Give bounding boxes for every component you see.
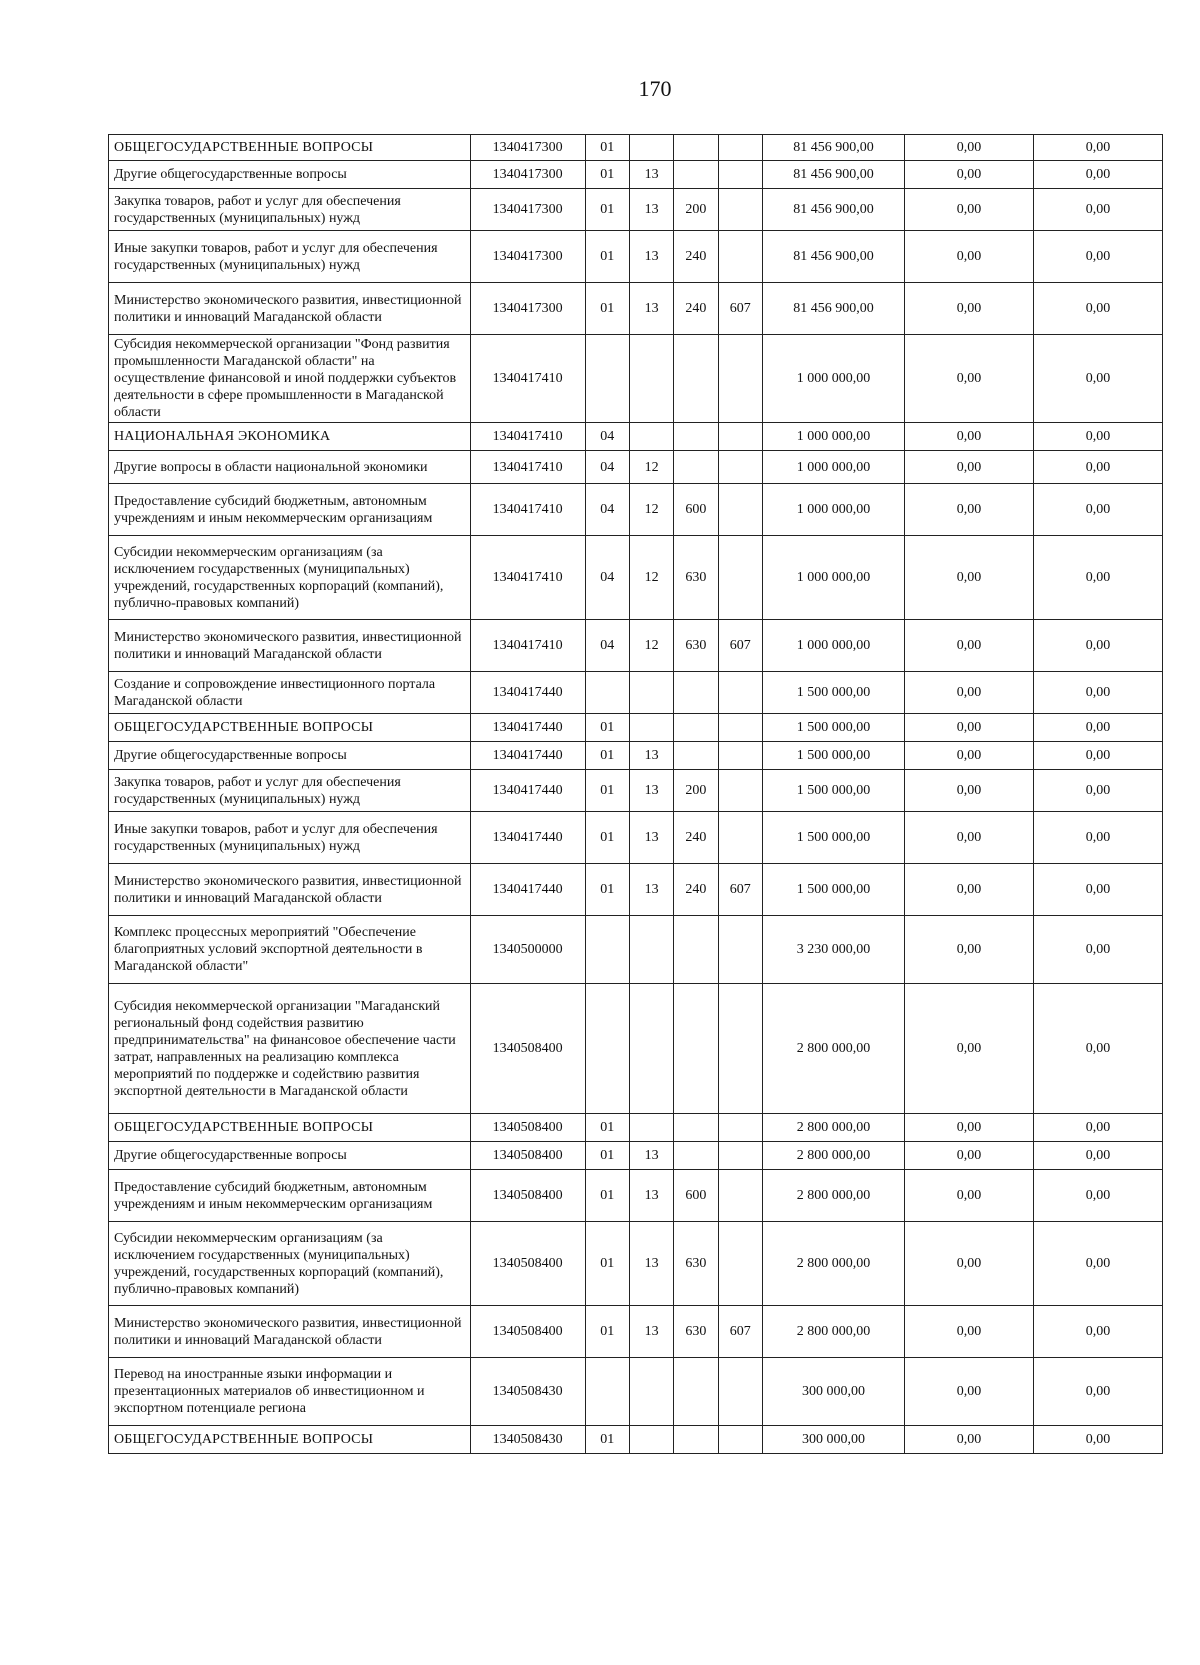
table-row xyxy=(109,1170,1163,1222)
table-row xyxy=(109,742,1163,770)
row-name-cell: Иные закупки товаров, работ и услуг для обеспечения государственных (муниципальных) нужд xyxy=(109,231,471,283)
amount-year1-cell: 1 000 000,00 xyxy=(762,536,904,620)
department-cell xyxy=(718,231,762,283)
expense-type-cell xyxy=(674,1142,718,1170)
subsection-cell xyxy=(629,1426,673,1454)
expense-type-cell: 240 xyxy=(674,231,718,283)
section-cell: 01 xyxy=(585,283,629,335)
section-cell: 01 xyxy=(585,189,629,231)
table-row xyxy=(109,812,1163,864)
amount-year3-cell: 0,00 xyxy=(1033,1142,1162,1170)
row-name-cell: Министерство экономического развития, инвестиционной политики и инноваций Магаданской области xyxy=(109,620,471,672)
amount-year2-cell: 0,00 xyxy=(904,189,1033,231)
amount-year3-cell: 0,00 xyxy=(1033,770,1162,812)
amount-year2-cell: 0,00 xyxy=(904,1306,1033,1358)
expense-type-cell xyxy=(674,916,718,984)
target-code-cell: 1340417440 xyxy=(470,812,585,864)
amount-year2-cell: 0,00 xyxy=(904,1114,1033,1142)
department-cell xyxy=(718,984,762,1114)
table-row xyxy=(109,984,1163,1114)
amount-year1-cell: 1 000 000,00 xyxy=(762,620,904,672)
department-cell xyxy=(718,423,762,451)
target-code-cell: 1340508400 xyxy=(470,1222,585,1306)
subsection-cell: 13 xyxy=(629,283,673,335)
amount-year3-cell: 0,00 xyxy=(1033,714,1162,742)
amount-year1-cell: 2 800 000,00 xyxy=(762,1114,904,1142)
table-row xyxy=(109,135,1163,161)
target-code-cell: 1340417300 xyxy=(470,161,585,189)
target-code-cell: 1340508400 xyxy=(470,984,585,1114)
table-row xyxy=(109,770,1163,812)
subsection-cell: 13 xyxy=(629,1222,673,1306)
amount-year3-cell: 0,00 xyxy=(1033,536,1162,620)
section-cell xyxy=(585,1358,629,1426)
target-code-cell: 1340417410 xyxy=(470,484,585,536)
amount-year1-cell: 1 500 000,00 xyxy=(762,770,904,812)
table-row xyxy=(109,620,1163,672)
subsection-cell: 12 xyxy=(629,451,673,484)
row-name-cell: Перевод на иностранные языки информации и презентационных материалов об инвестиционном и экспортном потенциале региона xyxy=(109,1358,471,1426)
subsection-cell: 13 xyxy=(629,1170,673,1222)
row-name-cell: Создание и сопровождение инвестиционного портала Магаданской области xyxy=(109,672,471,714)
expense-type-cell xyxy=(674,742,718,770)
section-cell: 01 xyxy=(585,812,629,864)
table-row xyxy=(109,189,1163,231)
expense-type-cell: 600 xyxy=(674,1170,718,1222)
row-name-cell: Субсидия некоммерческой организации "Фонд развития промышленности Магаданской области" на осуществление финансовой и иной поддержки субъектов деятельности в сфере промышленности в Магаданской области xyxy=(109,335,471,423)
row-name-cell: ОБЩЕГОСУДАРСТВЕННЫЕ ВОПРОСЫ xyxy=(109,714,471,742)
amount-year3-cell: 0,00 xyxy=(1033,1170,1162,1222)
amount-year2-cell: 0,00 xyxy=(904,714,1033,742)
row-name-cell: ОБЩЕГОСУДАРСТВЕННЫЕ ВОПРОСЫ xyxy=(109,1426,471,1454)
amount-year2-cell: 0,00 xyxy=(904,1222,1033,1306)
table-row xyxy=(109,161,1163,189)
amount-year1-cell: 1 000 000,00 xyxy=(762,484,904,536)
table-row xyxy=(109,1142,1163,1170)
department-cell xyxy=(718,714,762,742)
row-name-cell: Закупка товаров, работ и услуг для обеспечения государственных (муниципальных) нужд xyxy=(109,189,471,231)
table-row xyxy=(109,672,1163,714)
amount-year1-cell: 1 500 000,00 xyxy=(762,672,904,714)
amount-year2-cell: 0,00 xyxy=(904,536,1033,620)
row-name-cell: Субсидия некоммерческой организации "Магаданский региональный фонд содействия развитию предпринимательства" на финансовое обеспечение части затрат, направленных на реализацию комплекса мероприятий по поддержке и содействию развития экспортной деятельности в Магаданской области xyxy=(109,984,471,1114)
expense-type-cell xyxy=(674,1358,718,1426)
amount-year3-cell: 0,00 xyxy=(1033,189,1162,231)
expense-type-cell: 240 xyxy=(674,864,718,916)
amount-year1-cell: 1 000 000,00 xyxy=(762,335,904,423)
table-row xyxy=(109,423,1163,451)
subsection-cell: 12 xyxy=(629,536,673,620)
target-code-cell: 1340417410 xyxy=(470,423,585,451)
amount-year1-cell: 1 500 000,00 xyxy=(762,742,904,770)
amount-year1-cell: 2 800 000,00 xyxy=(762,1142,904,1170)
amount-year3-cell: 0,00 xyxy=(1033,620,1162,672)
budget-table-body xyxy=(109,135,1163,1454)
table-row xyxy=(109,335,1163,423)
target-code-cell: 1340417410 xyxy=(470,536,585,620)
target-code-cell: 1340417440 xyxy=(470,672,585,714)
department-cell xyxy=(718,1222,762,1306)
amount-year1-cell: 81 456 900,00 xyxy=(762,283,904,335)
amount-year3-cell: 0,00 xyxy=(1033,1426,1162,1454)
target-code-cell: 1340508430 xyxy=(470,1358,585,1426)
row-name-cell: Министерство экономического развития, инвестиционной политики и инноваций Магаданской области xyxy=(109,283,471,335)
amount-year2-cell: 0,00 xyxy=(904,484,1033,536)
subsection-cell: 13 xyxy=(629,189,673,231)
subsection-cell xyxy=(629,672,673,714)
amount-year2-cell: 0,00 xyxy=(904,1142,1033,1170)
department-cell: 607 xyxy=(718,1306,762,1358)
subsection-cell xyxy=(629,423,673,451)
subsection-cell: 13 xyxy=(629,742,673,770)
section-cell xyxy=(585,335,629,423)
target-code-cell: 1340417410 xyxy=(470,451,585,484)
table-row xyxy=(109,1306,1163,1358)
amount-year2-cell: 0,00 xyxy=(904,1358,1033,1426)
amount-year3-cell: 0,00 xyxy=(1033,1222,1162,1306)
section-cell: 01 xyxy=(585,161,629,189)
target-code-cell: 1340508430 xyxy=(470,1426,585,1454)
table-row xyxy=(109,1114,1163,1142)
department-cell xyxy=(718,812,762,864)
row-name-cell: Субсидии некоммерческим организациям (за исключением государственных (муниципальных) учреждений, государственных корпораций (компаний), публично-правовых компаний) xyxy=(109,536,471,620)
target-code-cell: 1340417410 xyxy=(470,335,585,423)
expense-type-cell: 630 xyxy=(674,1222,718,1306)
amount-year3-cell: 0,00 xyxy=(1033,812,1162,864)
amount-year1-cell: 2 800 000,00 xyxy=(762,1170,904,1222)
section-cell: 01 xyxy=(585,714,629,742)
row-name-cell: Комплекс процессных мероприятий "Обеспечение благоприятных условий экспортной деятельности в Магаданской области" xyxy=(109,916,471,984)
expense-type-cell: 600 xyxy=(674,484,718,536)
amount-year1-cell: 81 456 900,00 xyxy=(762,189,904,231)
amount-year2-cell: 0,00 xyxy=(904,916,1033,984)
expense-type-cell: 240 xyxy=(674,283,718,335)
amount-year2-cell: 0,00 xyxy=(904,231,1033,283)
table-row xyxy=(109,283,1163,335)
section-cell: 04 xyxy=(585,620,629,672)
row-name-cell: Другие вопросы в области национальной экономики xyxy=(109,451,471,484)
section-cell: 01 xyxy=(585,135,629,161)
expense-type-cell: 240 xyxy=(674,812,718,864)
row-name-cell: Предоставление субсидий бюджетным, автономным учреждениям и иным некоммерческим организациям xyxy=(109,484,471,536)
target-code-cell: 1340417300 xyxy=(470,135,585,161)
amount-year1-cell: 81 456 900,00 xyxy=(762,231,904,283)
department-cell xyxy=(718,1114,762,1142)
section-cell: 01 xyxy=(585,864,629,916)
amount-year2-cell: 0,00 xyxy=(904,742,1033,770)
amount-year2-cell: 0,00 xyxy=(904,135,1033,161)
subsection-cell: 13 xyxy=(629,812,673,864)
subsection-cell xyxy=(629,1114,673,1142)
section-cell: 04 xyxy=(585,423,629,451)
section-cell: 04 xyxy=(585,536,629,620)
section-cell xyxy=(585,984,629,1114)
department-cell xyxy=(718,484,762,536)
amount-year1-cell: 1 500 000,00 xyxy=(762,864,904,916)
row-name-cell: Министерство экономического развития, инвестиционной политики и инноваций Магаданской области xyxy=(109,864,471,916)
table-row xyxy=(109,714,1163,742)
amount-year1-cell: 1 000 000,00 xyxy=(762,451,904,484)
expense-type-cell: 200 xyxy=(674,189,718,231)
expense-type-cell: 630 xyxy=(674,1306,718,1358)
row-name-cell: Другие общегосударственные вопросы xyxy=(109,161,471,189)
expense-type-cell xyxy=(674,672,718,714)
row-name-cell: Предоставление субсидий бюджетным, автономным учреждениям и иным некоммерческим организациям xyxy=(109,1170,471,1222)
row-name-cell: Министерство экономического развития, инвестиционной политики и инноваций Магаданской области xyxy=(109,1306,471,1358)
amount-year3-cell: 0,00 xyxy=(1033,161,1162,189)
expense-type-cell xyxy=(674,1426,718,1454)
amount-year1-cell: 2 800 000,00 xyxy=(762,984,904,1114)
amount-year3-cell: 0,00 xyxy=(1033,231,1162,283)
amount-year3-cell: 0,00 xyxy=(1033,451,1162,484)
expense-type-cell: 630 xyxy=(674,536,718,620)
target-code-cell: 1340417440 xyxy=(470,770,585,812)
amount-year2-cell: 0,00 xyxy=(904,451,1033,484)
section-cell: 01 xyxy=(585,1142,629,1170)
department-cell xyxy=(718,1170,762,1222)
amount-year2-cell: 0,00 xyxy=(904,423,1033,451)
section-cell xyxy=(585,916,629,984)
target-code-cell: 1340508400 xyxy=(470,1170,585,1222)
amount-year3-cell: 0,00 xyxy=(1033,423,1162,451)
subsection-cell: 12 xyxy=(629,484,673,536)
subsection-cell: 13 xyxy=(629,864,673,916)
target-code-cell: 1340500000 xyxy=(470,916,585,984)
amount-year3-cell: 0,00 xyxy=(1033,484,1162,536)
table-row xyxy=(109,484,1163,536)
expense-type-cell xyxy=(674,135,718,161)
section-cell: 01 xyxy=(585,1170,629,1222)
target-code-cell: 1340508400 xyxy=(470,1142,585,1170)
row-name-cell: Закупка товаров, работ и услуг для обеспечения государственных (муниципальных) нужд xyxy=(109,770,471,812)
subsection-cell xyxy=(629,714,673,742)
section-cell: 01 xyxy=(585,1306,629,1358)
amount-year1-cell: 1 000 000,00 xyxy=(762,423,904,451)
department-cell xyxy=(718,161,762,189)
expense-type-cell: 630 xyxy=(674,620,718,672)
table-row xyxy=(109,1358,1163,1426)
row-name-cell: Иные закупки товаров, работ и услуг для обеспечения государственных (муниципальных) нужд xyxy=(109,812,471,864)
target-code-cell: 1340417410 xyxy=(470,620,585,672)
amount-year1-cell: 81 456 900,00 xyxy=(762,161,904,189)
amount-year2-cell: 0,00 xyxy=(904,864,1033,916)
department-cell xyxy=(718,1142,762,1170)
row-name-cell: Другие общегосударственные вопросы xyxy=(109,742,471,770)
expense-type-cell xyxy=(674,335,718,423)
target-code-cell: 1340417300 xyxy=(470,189,585,231)
amount-year1-cell: 1 500 000,00 xyxy=(762,714,904,742)
row-name-cell: Субсидии некоммерческим организациям (за исключением государственных (муниципальных) учреждений, государственных корпораций (компаний), публично-правовых компаний) xyxy=(109,1222,471,1306)
subsection-cell: 13 xyxy=(629,770,673,812)
amount-year2-cell: 0,00 xyxy=(904,1426,1033,1454)
expense-type-cell xyxy=(674,161,718,189)
department-cell: 607 xyxy=(718,283,762,335)
expense-type-cell xyxy=(674,1114,718,1142)
amount-year2-cell: 0,00 xyxy=(904,283,1033,335)
department-cell xyxy=(718,451,762,484)
subsection-cell xyxy=(629,135,673,161)
amount-year3-cell: 0,00 xyxy=(1033,1358,1162,1426)
section-cell: 01 xyxy=(585,770,629,812)
table-row xyxy=(109,536,1163,620)
table-row xyxy=(109,451,1163,484)
department-cell xyxy=(718,742,762,770)
subsection-cell: 12 xyxy=(629,620,673,672)
subsection-cell xyxy=(629,916,673,984)
amount-year1-cell: 300 000,00 xyxy=(762,1426,904,1454)
amount-year3-cell: 0,00 xyxy=(1033,1306,1162,1358)
target-code-cell: 1340417440 xyxy=(470,742,585,770)
department-cell: 607 xyxy=(718,864,762,916)
subsection-cell xyxy=(629,984,673,1114)
amount-year1-cell: 2 800 000,00 xyxy=(762,1306,904,1358)
amount-year1-cell: 3 230 000,00 xyxy=(762,916,904,984)
target-code-cell: 1340508400 xyxy=(470,1114,585,1142)
amount-year2-cell: 0,00 xyxy=(904,672,1033,714)
section-cell: 01 xyxy=(585,1222,629,1306)
section-cell: 01 xyxy=(585,742,629,770)
budget-table xyxy=(108,134,1163,1454)
target-code-cell: 1340417300 xyxy=(470,231,585,283)
expense-type-cell xyxy=(674,984,718,1114)
amount-year3-cell: 0,00 xyxy=(1033,135,1162,161)
amount-year2-cell: 0,00 xyxy=(904,620,1033,672)
row-name-cell: Другие общегосударственные вопросы xyxy=(109,1142,471,1170)
page-number: 170 xyxy=(638,76,672,101)
department-cell xyxy=(718,916,762,984)
amount-year3-cell: 0,00 xyxy=(1033,283,1162,335)
subsection-cell: 13 xyxy=(629,1142,673,1170)
amount-year2-cell: 0,00 xyxy=(904,335,1033,423)
department-cell xyxy=(718,770,762,812)
table-row xyxy=(109,1222,1163,1306)
target-code-cell: 1340417440 xyxy=(470,864,585,916)
amount-year3-cell: 0,00 xyxy=(1033,335,1162,423)
department-cell xyxy=(718,1426,762,1454)
department-cell xyxy=(718,1358,762,1426)
amount-year3-cell: 0,00 xyxy=(1033,1114,1162,1142)
amount-year3-cell: 0,00 xyxy=(1033,984,1162,1114)
subsection-cell: 13 xyxy=(629,161,673,189)
expense-type-cell: 200 xyxy=(674,770,718,812)
section-cell: 04 xyxy=(585,484,629,536)
target-code-cell: 1340417440 xyxy=(470,714,585,742)
target-code-cell: 1340508400 xyxy=(470,1306,585,1358)
subsection-cell xyxy=(629,335,673,423)
amount-year2-cell: 0,00 xyxy=(904,812,1033,864)
target-code-cell: 1340417300 xyxy=(470,283,585,335)
row-name-cell: НАЦИОНАЛЬНАЯ ЭКОНОМИКА xyxy=(109,423,471,451)
table-row xyxy=(109,864,1163,916)
row-name-cell: ОБЩЕГОСУДАРСТВЕННЫЕ ВОПРОСЫ xyxy=(109,135,471,161)
amount-year1-cell: 1 500 000,00 xyxy=(762,812,904,864)
department-cell xyxy=(718,189,762,231)
department-cell: 607 xyxy=(718,620,762,672)
table-row xyxy=(109,231,1163,283)
section-cell: 04 xyxy=(585,451,629,484)
department-cell xyxy=(718,335,762,423)
expense-type-cell xyxy=(674,423,718,451)
amount-year3-cell: 0,00 xyxy=(1033,742,1162,770)
amount-year2-cell: 0,00 xyxy=(904,984,1033,1114)
table-row xyxy=(109,916,1163,984)
expense-type-cell xyxy=(674,714,718,742)
amount-year2-cell: 0,00 xyxy=(904,770,1033,812)
subsection-cell: 13 xyxy=(629,231,673,283)
section-cell: 01 xyxy=(585,1114,629,1142)
amount-year3-cell: 0,00 xyxy=(1033,864,1162,916)
department-cell xyxy=(718,536,762,620)
amount-year2-cell: 0,00 xyxy=(904,161,1033,189)
expense-type-cell xyxy=(674,451,718,484)
row-name-cell: ОБЩЕГОСУДАРСТВЕННЫЕ ВОПРОСЫ xyxy=(109,1114,471,1142)
department-cell xyxy=(718,672,762,714)
subsection-cell xyxy=(629,1358,673,1426)
section-cell: 01 xyxy=(585,231,629,283)
department-cell xyxy=(718,135,762,161)
amount-year3-cell: 0,00 xyxy=(1033,672,1162,714)
amount-year1-cell: 2 800 000,00 xyxy=(762,1222,904,1306)
amount-year2-cell: 0,00 xyxy=(904,1170,1033,1222)
table-row xyxy=(109,1426,1163,1454)
section-cell: 01 xyxy=(585,1426,629,1454)
amount-year1-cell: 300 000,00 xyxy=(762,1358,904,1426)
subsection-cell: 13 xyxy=(629,1306,673,1358)
amount-year3-cell: 0,00 xyxy=(1033,916,1162,984)
section-cell xyxy=(585,672,629,714)
amount-year1-cell: 81 456 900,00 xyxy=(762,135,904,161)
